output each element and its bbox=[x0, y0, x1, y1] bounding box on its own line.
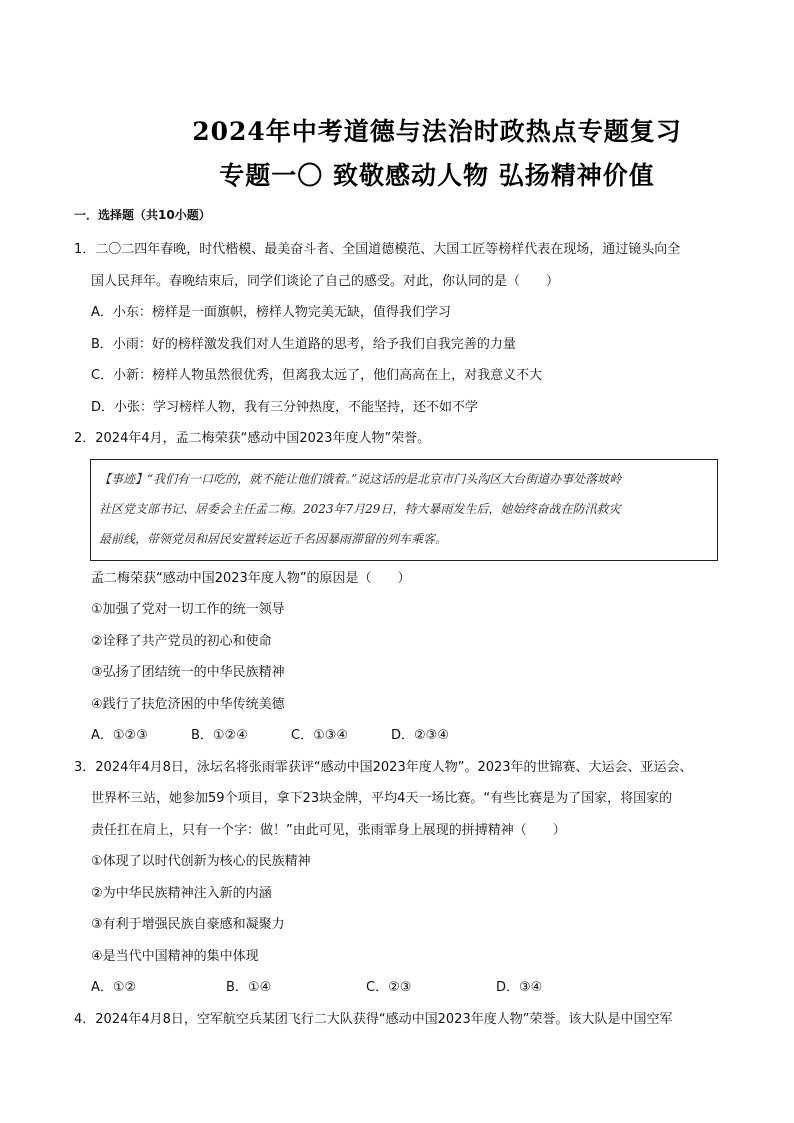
material-line-3: 最前线，带领党员和居民安置转运近千名因暴雨滞留的列车乘客。 bbox=[99, 531, 448, 546]
question-2-choice-b: B．①②④ bbox=[191, 728, 248, 743]
material-line-2: 社区党支部书记、居委会主任孟二梅。2023年7月29日，特大暴雨发生后，她始终奋战在防汛救灾 bbox=[99, 501, 621, 516]
question-3-stem-line-1: 3．2024年4月8日，泳坛名将张雨霏获评“感动中国2023年度人物”。2023年的世锦赛、大运会、亚运会、 bbox=[74, 759, 693, 775]
question-1-option-b: B．小雨：好的榜样激发我们对人生道路的思考，给予我们自我完善的力量 bbox=[91, 336, 516, 352]
question-2-statement-3: ③弘扬了团结统一的中华民族精神 bbox=[91, 665, 285, 680]
question-4-stem-line-1: 4．2024年4月8日，空军航空兵某团飞行二大队获得“感动中国2023年度人物”荣誉。该大队是中国空军 bbox=[74, 1011, 673, 1027]
question-2 bbox=[74, 423, 734, 752]
question-3-choice-c: C．②③ bbox=[366, 980, 412, 995]
question-3-choices bbox=[74, 972, 734, 1004]
question-2-statement-4: ④践行了扶危济困的中华传统美德 bbox=[91, 696, 285, 712]
question-3-stem-line-3: 责任扛在肩上，只有一个字：做！”由此可见，张雨霏身上展现的拼搏精神（ ） bbox=[91, 822, 566, 838]
question-2-choice-d: D．②③④ bbox=[391, 728, 449, 743]
title-line-1: 2024年中考道德与法治时政热点专题复习 bbox=[192, 117, 682, 146]
question-3-statement-2: ②为中华民族精神注入新的内涵 bbox=[91, 885, 272, 901]
question-2-choice-a: A．①②③ bbox=[91, 728, 148, 743]
title-line-2: 专题一〇 致敬感动人物 弘扬精神价值 bbox=[219, 161, 655, 190]
question-1-stem-line-1: 1．二〇二四年春晚，时代楷模、最美奋斗者、全国道德模范、大国工匠等榜样代表在现场，通过镜头向全 bbox=[74, 242, 681, 257]
question-2-prompt: 孟二梅荣获“感动中国2023年度人物”的原因是（ ） bbox=[91, 570, 411, 586]
question-2-statement-1: ①加强了党对一切工作的统一领导 bbox=[91, 602, 285, 617]
question-3-choice-d: D．③④ bbox=[496, 980, 543, 995]
material-line-1: 【事迹】“我们有一口吃的，就不能让他们饿着。”说这话的是北京市门头沟区大台街道办事处落坡岭 bbox=[99, 471, 622, 486]
question-3-statement-1: ①体现了以时代创新为核心的民族精神 bbox=[91, 854, 311, 869]
question-3-stem-line-2: 世界杯三站，她参加59个项目，拿下23块金牌，平均4天一场比赛。“有些比赛是为了国家，将国家的 bbox=[91, 791, 673, 806]
question-1-stem-line-2: 国人民拜年。春晚结束后，同学们谈论了自己的感受。对此，你认同的是（ ） bbox=[91, 273, 560, 289]
question-1 bbox=[74, 234, 734, 423]
question-1-option-a: A．小东：榜样是一面旗帜，榜样人物完美无缺，值得我们学习 bbox=[91, 305, 451, 320]
question-2-stem: 2．2024年4月，孟二梅荣获“感动中国2023年度人物”荣誉。 bbox=[74, 431, 431, 446]
question-3 bbox=[74, 752, 734, 1004]
question-list bbox=[74, 234, 734, 1035]
section-heading: 一．选择题（共10小题） bbox=[74, 208, 211, 222]
question-2-choice-c: C．①③④ bbox=[291, 728, 349, 743]
question-3-statement-4: ④是当代中国精神的集中体现 bbox=[91, 948, 259, 964]
document-title bbox=[0, 110, 794, 198]
material-box bbox=[90, 459, 718, 561]
question-2-choices bbox=[74, 720, 734, 752]
question-1-option-d: D．小张：学习榜样人物，我有三分钟热度，不能坚持，还不如不学 bbox=[91, 399, 479, 415]
question-4 bbox=[74, 1004, 734, 1036]
question-1-option-c: C．小新：榜样人物虽然很优秀，但离我太远了，他们高高在上，对我意义不大 bbox=[91, 368, 543, 383]
question-3-choice-b: B．①④ bbox=[226, 980, 272, 995]
question-3-choice-a: A．①② bbox=[91, 980, 137, 995]
question-2-statement-2: ②诠释了共产党员的初心和使命 bbox=[91, 633, 272, 649]
question-3-statement-3: ③有利于增强民族自豪感和凝聚力 bbox=[91, 917, 285, 932]
